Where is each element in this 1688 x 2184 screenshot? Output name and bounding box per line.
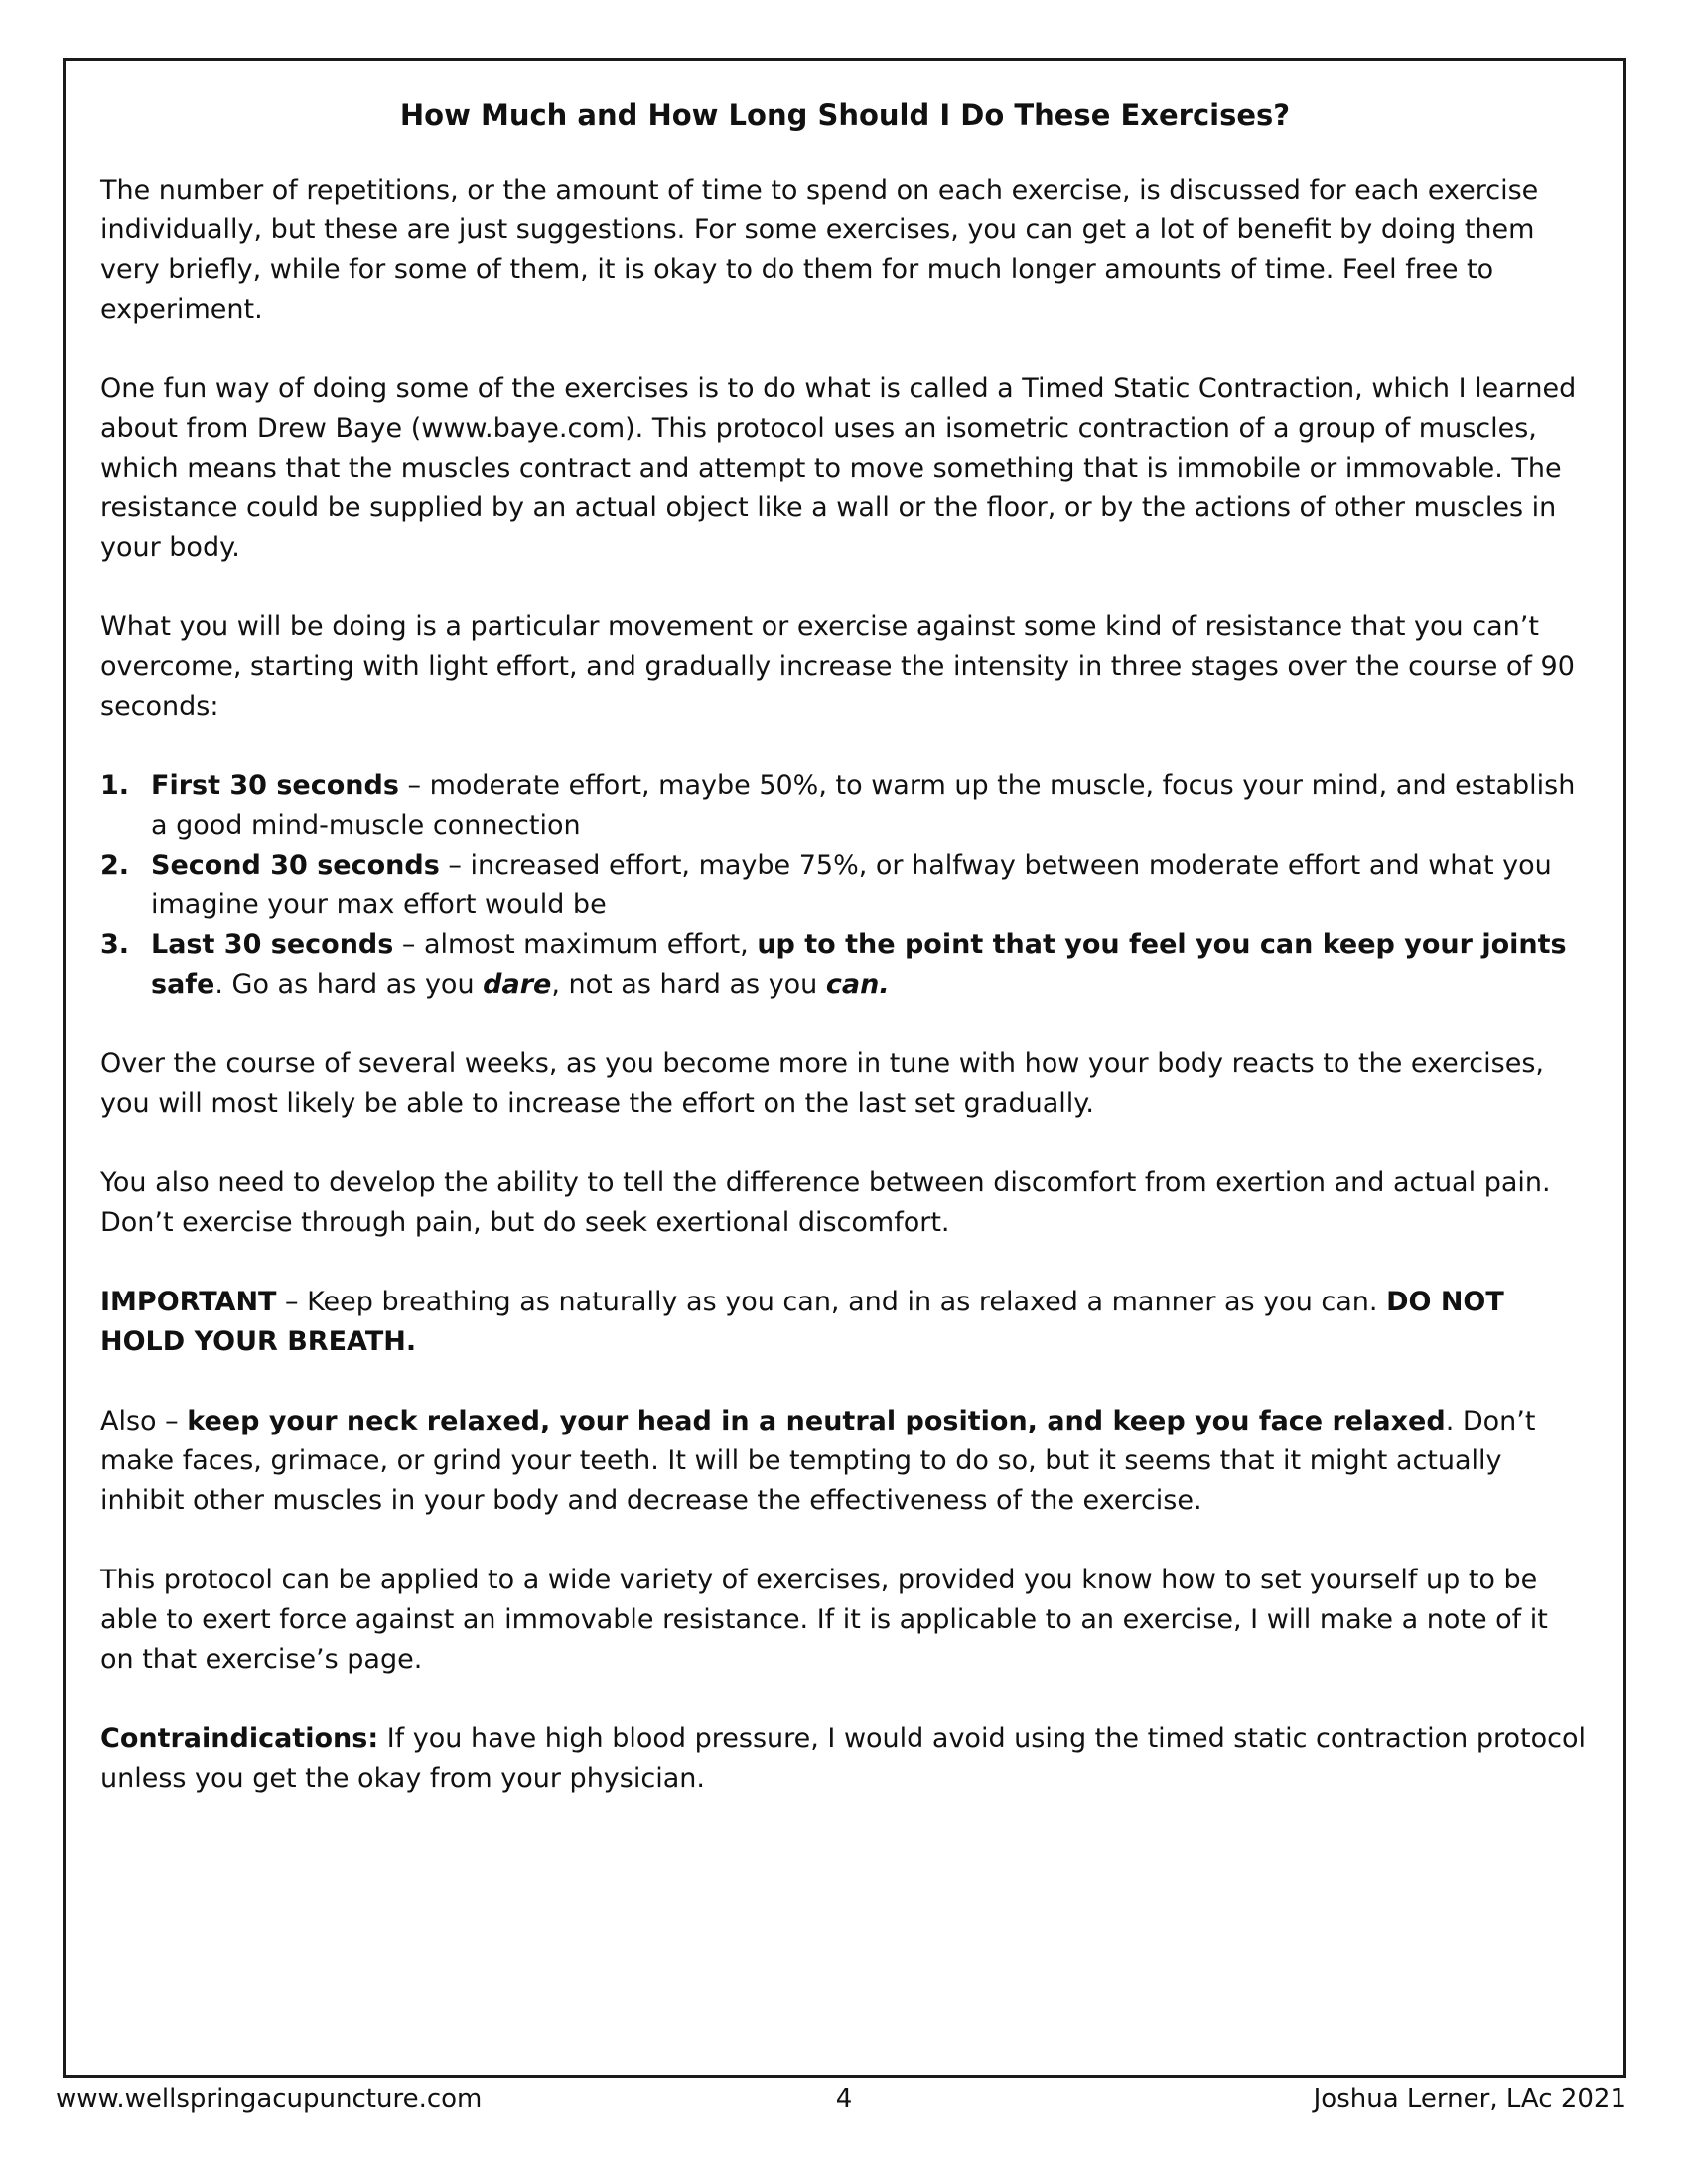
- list-item: [100, 766, 1590, 846]
- breath-warning: DO NOT HOLD YOUR BREATH.: [100, 1287, 1504, 1357]
- stage-label: Last 30 seconds: [151, 929, 394, 960]
- list-number: 1.: [100, 770, 130, 801]
- stage-emphasis-dare: dare: [483, 969, 552, 1000]
- list-number: 3.: [100, 929, 130, 960]
- paragraph-contraindications: Contraindications: If you have high blood pressure, I would avoid using the timed static contraction protocol unless you get the okay from your physician.: [100, 1723, 1586, 1794]
- paragraph-discomfort-vs-pain: You also need to develop the ability to tell the difference between discomfort from exertion and actual pain. Don’t exercise through pain, but do seek exertional discomfort.: [100, 1167, 1551, 1238]
- contraindications-label: Contraindications:: [100, 1723, 379, 1754]
- footer-website: www.wellspringacupuncture.com: [56, 2084, 483, 2114]
- stage-text: – increased effort, maybe 75%, or halfway between moderate effort and what you imagine your max effort would be: [151, 850, 1552, 920]
- stage-text: – almost maximum effort,: [393, 929, 758, 960]
- stage-label: First 30 seconds: [151, 770, 399, 801]
- page-content: [100, 95, 1590, 1839]
- relaxation-emphasis: keep your neck relaxed, your head in a neutral position, and keep you face relaxed: [187, 1406, 1446, 1436]
- page-title: How Much and How Long Should I Do These Exercises?: [399, 98, 1291, 132]
- stage-label: Second 30 seconds: [151, 850, 440, 881]
- stages-list: [100, 766, 1590, 1005]
- stage-text: . Go as hard as you: [214, 969, 484, 1000]
- paragraph-relaxation: Also – keep your neck relaxed, your head in a neutral position, and keep you face relaxed. Don’t make faces, grimace, or grind your teeth. It will be tempting to do so, but it seems that it might actually inhibit other muscles in your body and decrease the effectiveness of the exercise.: [100, 1406, 1536, 1516]
- footer-author: Joshua Lerner, LAc 2021: [1313, 2084, 1626, 2114]
- paragraph-breathing: IMPORTANT – Keep breathing as naturally as you can, and in as relaxed a manner as you can. DO NOT HOLD YOUR BREATH.: [100, 1287, 1504, 1357]
- stage-emphasis-can: can.: [825, 969, 890, 1000]
- stage-text: – moderate effort, maybe 50%, to warm up the muscle, focus your mind, and establish a good mind-muscle connection: [151, 770, 1576, 841]
- important-label: IMPORTANT: [100, 1287, 277, 1317]
- stage-text: , not as hard as you: [551, 969, 826, 1000]
- paragraph-movement-description: What you will be doing is a particular movement or exercise against some kind of resistance that you can’t overcome, starting with light effort, and gradually increase the intensity in three stages over the course of 90 seconds:: [100, 612, 1575, 722]
- footer-page-number: 4: [835, 2084, 853, 2114]
- paragraph-repetitions: The number of repetitions, or the amount of time to spend on each exercise, is discussed for each exercise individually, but these are just suggestions. For some exercises, you can get a lot of benefit by doing them very briefly, while for some of them, it is okay to do them for much longer amounts of time. Feel free to experiment.: [100, 175, 1539, 325]
- list-item: [100, 925, 1590, 1005]
- stage-emphasis: up to the point that you feel you can keep your joints safe: [151, 929, 1567, 1000]
- paragraph-applicability: This protocol can be applied to a wide variety of exercises, provided you know how to set yourself up to be able to exert force against an immovable resistance. If it is applicable to an exercise, I will make a note of it on that exercise’s page.: [100, 1565, 1548, 1675]
- list-number: 2.: [100, 850, 130, 881]
- paragraph-progression: Over the course of several weeks, as you become more in tune with how your body reacts to the exercises, you will most likely be able to increase the effort on the last set gradually.: [100, 1048, 1544, 1119]
- paragraph-timed-static-contraction: One fun way of doing some of the exercises is to do what is called a Timed Static Contraction, which I learned about from Drew Baye (www.baye.com). This protocol uses an isometric contraction of a group of muscles, which means that the muscles contract and attempt to move something that is immobile or immovable. The resistance could be supplied by an actual object like a wall or the floor, or by the actions of other muscles in your body.: [100, 373, 1577, 563]
- list-item: [100, 846, 1590, 925]
